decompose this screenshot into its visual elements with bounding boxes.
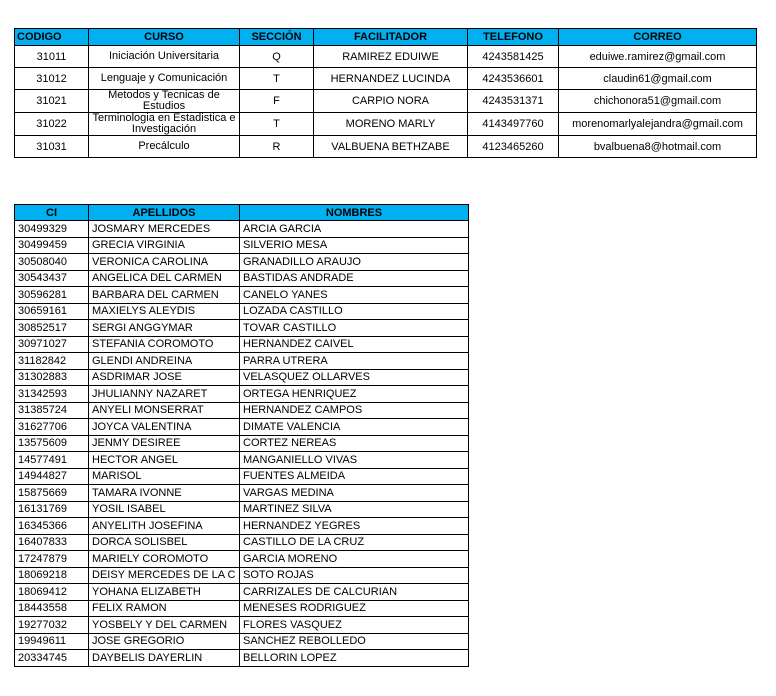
student-row [15, 633, 469, 650]
cell-apellidos[interactable]: SERGI ANGGYMAR [89, 320, 240, 337]
cell-apellidos[interactable]: HECTOR ANGEL [89, 452, 240, 469]
header-telefono[interactable]: TELEFONO [468, 29, 559, 46]
cell-ci[interactable]: 17247879 [15, 551, 89, 568]
student-row [15, 320, 469, 337]
cell-apellidos[interactable]: JHULIANNY NAZARET [89, 386, 240, 403]
cell-nombres[interactable]: TOVAR CASTILLO [240, 320, 469, 337]
cell-nombres[interactable]: BELLORIN LOPEZ [240, 650, 469, 667]
cell-correo[interactable]: chichonora51@gmail.com [559, 90, 757, 113]
cell-telefono[interactable]: 4243536601 [468, 68, 559, 90]
header-curso[interactable]: CURSO [89, 29, 240, 46]
cell-apellidos[interactable]: JENMY DESIREE [89, 435, 240, 452]
cell-seccion[interactable]: T [240, 113, 314, 136]
cell-ci[interactable]: 18443558 [15, 600, 89, 617]
cell-ci[interactable]: 13575609 [15, 435, 89, 452]
cell-correo[interactable]: bvalbuena8@hotmail.com [559, 136, 757, 158]
student-row [15, 419, 469, 436]
course-row [15, 113, 757, 136]
cell-apellidos[interactable]: ANYELITH JOSEFINA [89, 518, 240, 535]
cell-correo[interactable]: claudin61@gmail.com [559, 68, 757, 90]
cell-nombres[interactable]: HERNANDEZ YEGRES [240, 518, 469, 535]
cell-nombres[interactable]: BASTIDAS ANDRADE [240, 270, 469, 287]
cell-ci[interactable]: 16131769 [15, 501, 89, 518]
cell-nombres[interactable]: VELASQUEZ OLLARVES [240, 369, 469, 386]
cell-ci[interactable]: 30499329 [15, 221, 89, 238]
student-row [15, 452, 469, 469]
cell-apellidos[interactable]: ANGELICA DEL CARMEN [89, 270, 240, 287]
cell-apellidos[interactable]: ASDRIMAR JOSE [89, 369, 240, 386]
cell-nombres[interactable]: SANCHEZ REBOLLEDO [240, 633, 469, 650]
cell-seccion[interactable]: F [240, 90, 314, 113]
cell-ci[interactable]: 14577491 [15, 452, 89, 469]
cell-facilitador[interactable]: RAMIREZ EDUIWE [314, 46, 468, 68]
cell-nombres[interactable]: GARCIA MORENO [240, 551, 469, 568]
cell-nombres[interactable]: SOTO ROJAS [240, 567, 469, 584]
header-codigo[interactable]: CODIGO [15, 29, 89, 46]
cell-codigo[interactable]: 31022 [15, 113, 89, 136]
cell-apellidos[interactable]: YOSIL ISABEL [89, 501, 240, 518]
cell-apellidos[interactable]: VERONICA CAROLINA [89, 254, 240, 271]
cell-nombres[interactable]: DIMATE VALENCIA [240, 419, 469, 436]
student-row [15, 435, 469, 452]
cell-telefono[interactable]: 4123465260 [468, 136, 559, 158]
cell-apellidos[interactable]: GLENDI ANDREINA [89, 353, 240, 370]
cell-ci[interactable]: 20334745 [15, 650, 89, 667]
student-row [15, 518, 469, 535]
cell-facilitador[interactable]: HERNANDEZ LUCINDA [314, 68, 468, 90]
cell-apellidos[interactable]: JOSMARY MERCEDES [89, 221, 240, 238]
cell-ci[interactable]: 30596281 [15, 287, 89, 304]
cell-ci[interactable]: 31627706 [15, 419, 89, 436]
header-nombres[interactable]: NOMBRES [240, 205, 469, 221]
header-seccion[interactable]: SECCIÓN [240, 29, 314, 46]
cell-apellidos[interactable]: GRECIA VIRGINIA [89, 237, 240, 254]
cell-ci[interactable]: 31182842 [15, 353, 89, 370]
cell-nombres[interactable]: VARGAS MEDINA [240, 485, 469, 502]
cell-facilitador[interactable]: MORENO MARLY [314, 113, 468, 136]
student-row [15, 617, 469, 634]
cell-apellidos[interactable]: DEISY MERCEDES DE LA C [89, 567, 240, 584]
cell-ci[interactable]: 19277032 [15, 617, 89, 634]
students-header-row [15, 205, 469, 221]
cell-ci[interactable]: 16345366 [15, 518, 89, 535]
student-row [15, 221, 469, 238]
student-row [15, 369, 469, 386]
student-row [15, 600, 469, 617]
cell-apellidos[interactable]: TAMARA IVONNE [89, 485, 240, 502]
course-row [15, 90, 757, 113]
cell-correo[interactable]: eduiwe.ramirez@gmail.com [559, 46, 757, 68]
student-row [15, 402, 469, 419]
cell-ci[interactable]: 18069412 [15, 584, 89, 601]
cell-apellidos[interactable]: ANYELI MONSERRAT [89, 402, 240, 419]
cell-telefono[interactable]: 4243531371 [468, 90, 559, 113]
student-row [15, 534, 469, 551]
cell-curso[interactable]: Lenguaje y Comunicación [89, 68, 240, 90]
cell-nombres[interactable]: GRANADILLO ARAUJO [240, 254, 469, 271]
cell-nombres[interactable]: CARRIZALES DE CALCURIAN [240, 584, 469, 601]
cell-apellidos[interactable]: YOHANA ELIZABETH [89, 584, 240, 601]
cell-apellidos[interactable]: MARISOL [89, 468, 240, 485]
student-row [15, 501, 469, 518]
student-row [15, 353, 469, 370]
student-row [15, 336, 469, 353]
course-row [15, 136, 757, 158]
cell-ci[interactable]: 15875669 [15, 485, 89, 502]
cell-codigo[interactable]: 31031 [15, 136, 89, 158]
courses-table [14, 28, 757, 158]
cell-ci[interactable]: 30543437 [15, 270, 89, 287]
cell-telefono[interactable]: 4243581425 [468, 46, 559, 68]
cell-telefono[interactable]: 4143497760 [468, 113, 559, 136]
header-ci[interactable]: CI [15, 205, 89, 221]
cell-nombres[interactable]: HERNANDEZ CAIVEL [240, 336, 469, 353]
cell-curso[interactable]: Metodos y Tecnicas de Estudios [89, 90, 240, 113]
cell-facilitador[interactable]: CARPIO NORA [314, 90, 468, 113]
cell-nombres[interactable]: LOZADA CASTILLO [240, 303, 469, 320]
student-row [15, 650, 469, 667]
cell-curso[interactable]: Precálculo [89, 136, 240, 158]
cell-ci[interactable]: 30659161 [15, 303, 89, 320]
student-row [15, 386, 469, 403]
student-row [15, 485, 469, 502]
cell-apellidos[interactable]: FELIX RAMON [89, 600, 240, 617]
courses-header-row [15, 29, 757, 46]
cell-nombres[interactable]: CORTEZ NEREAS [240, 435, 469, 452]
cell-nombres[interactable]: ARCIA GARCIA [240, 221, 469, 238]
cell-ci[interactable]: 30852517 [15, 320, 89, 337]
cell-apellidos[interactable]: MARIELY COROMOTO [89, 551, 240, 568]
cell-seccion[interactable]: Q [240, 46, 314, 68]
cell-apellidos[interactable]: JOYCA VALENTINA [89, 419, 240, 436]
cell-facilitador[interactable]: VALBUENA BETHZABE [314, 136, 468, 158]
cell-ci[interactable]: 31302883 [15, 369, 89, 386]
cell-curso[interactable]: Iniciación Universitaria [89, 46, 240, 68]
cell-apellidos[interactable]: JOSE GREGORIO [89, 633, 240, 650]
cell-nombres[interactable]: FUENTES ALMEIDA [240, 468, 469, 485]
cell-nombres[interactable]: CANELO YANES [240, 287, 469, 304]
cell-ci[interactable]: 31385724 [15, 402, 89, 419]
student-row [15, 270, 469, 287]
cell-apellidos[interactable]: BARBARA DEL CARMEN [89, 287, 240, 304]
cell-nombres[interactable]: MARTINEZ SILVA [240, 501, 469, 518]
cell-codigo[interactable]: 31011 [15, 46, 89, 68]
cell-apellidos[interactable]: DORCA SOLISBEL [89, 534, 240, 551]
cell-nombres[interactable]: MENESES RODRIGUEZ [240, 600, 469, 617]
student-row [15, 237, 469, 254]
cell-nombres[interactable]: ORTEGA HENRIQUEZ [240, 386, 469, 403]
cell-ci[interactable]: 30508040 [15, 254, 89, 271]
header-apellidos[interactable]: APELLIDOS [89, 205, 240, 221]
cell-nombres[interactable]: CASTILLO DE LA CRUZ [240, 534, 469, 551]
cell-nombres[interactable]: PARRA UTRERA [240, 353, 469, 370]
cell-ci[interactable]: 16407833 [15, 534, 89, 551]
cell-ci[interactable]: 18069218 [15, 567, 89, 584]
student-row [15, 287, 469, 304]
student-row [15, 303, 469, 320]
cell-nombres[interactable]: FLORES VASQUEZ [240, 617, 469, 634]
cell-correo[interactable]: morenomarlyalejandra@gmail.com [559, 113, 757, 136]
students-table [14, 204, 469, 667]
cell-nombres[interactable]: MANGANIELLO VIVAS [240, 452, 469, 469]
cell-nombres[interactable]: SILVERIO MESA [240, 237, 469, 254]
student-row [15, 254, 469, 271]
student-row [15, 567, 469, 584]
student-row [15, 468, 469, 485]
cell-apellidos[interactable]: STEFANIA COROMOTO [89, 336, 240, 353]
cell-apellidos[interactable]: YOSBELY Y DEL CARMEN [89, 617, 240, 634]
cell-apellidos[interactable]: DAYBELIS DAYERLIN [89, 650, 240, 667]
header-facilitador[interactable]: FACILITADOR [314, 29, 468, 46]
cell-nombres[interactable]: HERNANDEZ CAMPOS [240, 402, 469, 419]
cell-curso[interactable]: Terminologia en Estadistica e Investigación [89, 113, 240, 136]
cell-ci[interactable]: 19949611 [15, 633, 89, 650]
cell-seccion[interactable]: T [240, 68, 314, 90]
student-row [15, 551, 469, 568]
course-row [15, 68, 757, 90]
cell-codigo[interactable]: 31012 [15, 68, 89, 90]
cell-codigo[interactable]: 31021 [15, 90, 89, 113]
cell-ci[interactable]: 30499459 [15, 237, 89, 254]
cell-seccion[interactable]: R [240, 136, 314, 158]
header-correo[interactable]: CORREO [559, 29, 757, 46]
cell-ci[interactable]: 14944827 [15, 468, 89, 485]
cell-ci[interactable]: 30971027 [15, 336, 89, 353]
course-row [15, 46, 757, 68]
cell-apellidos[interactable]: MAXIELYS ALEYDIS [89, 303, 240, 320]
cell-ci[interactable]: 31342593 [15, 386, 89, 403]
student-row [15, 584, 469, 601]
